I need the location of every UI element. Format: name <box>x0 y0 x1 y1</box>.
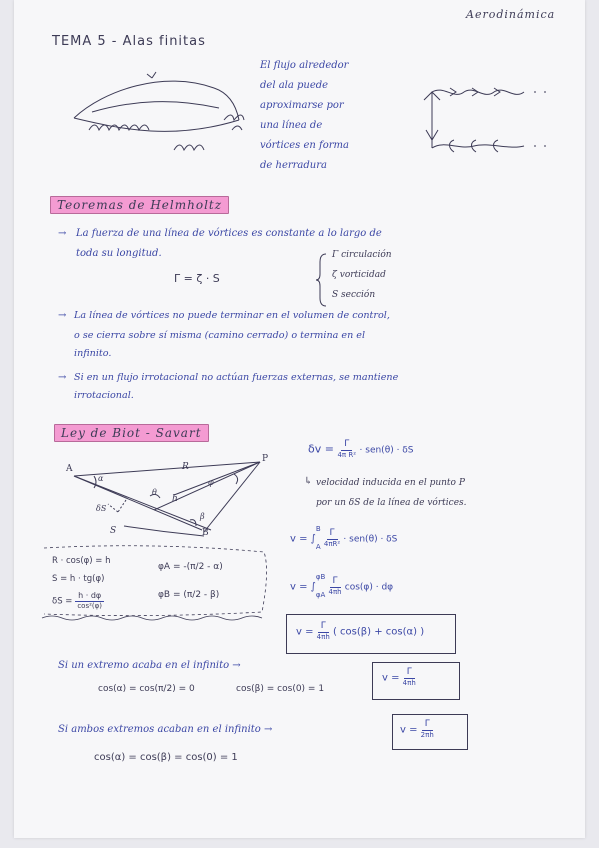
bullet-arrow: → <box>58 228 67 239</box>
intro-line: vórtices en forma <box>260 140 349 151</box>
res-post: ( cos(β) + cos(α) ) <box>332 626 425 638</box>
ds-den: cos²(φ) <box>77 602 102 610</box>
int2-post: cos(φ) · dφ <box>344 582 394 593</box>
ds-label: δS <box>96 504 107 513</box>
int1-pre: v = ∫ <box>290 533 316 545</box>
intro-line: de herradura <box>260 160 327 171</box>
case-1-eq-1: cos(α) = cos(π/2) = 0 <box>98 684 195 694</box>
legend-item: Γ circulación <box>332 250 392 260</box>
intro-line: aproximarse por <box>260 100 344 111</box>
int2-fraction <box>328 577 341 596</box>
int1-post: · sen(θ) · δS <box>343 534 398 545</box>
helmholtz-theorem-2: La línea de vórtices no puede terminar en el volumen de control, <box>74 310 390 321</box>
legend-item: S sección <box>332 290 376 300</box>
dv-lhs: δv = <box>308 442 334 456</box>
case2-res-pre: v = <box>400 724 418 736</box>
dv-note: velocidad inducida en el punto P <box>316 478 465 488</box>
int2-top: φB <box>315 573 326 581</box>
res-fraction <box>317 622 330 641</box>
course-header: Aerodinámica <box>466 8 556 21</box>
phi-b-relation: φB = (π/2 - β) <box>158 590 220 600</box>
helmholtz-theorem-2-cont: o se cierra sobre sí misma (camino cerrado) o termina en el <box>74 330 366 341</box>
note-arrow: ↳ <box>304 476 313 487</box>
theta-label: θ <box>152 488 157 497</box>
int1-top: B <box>315 525 321 533</box>
s-label: S <box>110 526 117 536</box>
integral-1 <box>290 526 397 551</box>
result-formula <box>296 622 424 641</box>
dv-den: 4π R² <box>337 451 357 459</box>
helmholtz-theorem-1: La fuerza de una línea de vórtices es constante a lo largo de <box>76 228 382 239</box>
point-p-label: P <box>262 454 269 464</box>
bullet-arrow: → <box>58 310 67 321</box>
int1-num: Γ <box>327 529 338 540</box>
helmholtz-theorem-3: Si en un flujo irrotacional no actúan fuerzas externas, se mantiene <box>74 372 399 383</box>
int2-num: Γ <box>330 577 341 588</box>
biot-savart-heading: Ley de Biot - Savart <box>54 424 209 442</box>
intro-line: del ala puede <box>260 80 329 91</box>
helmholtz-theorem-1-cont: toda su longitud. <box>76 248 162 259</box>
case-2-eq: cos(α) = cos(β) = cos(0) = 1 <box>94 752 238 763</box>
case2-res-fraction <box>421 720 434 739</box>
helmholtz-heading: Teoremas de Helmholtz <box>50 196 229 214</box>
int2-pre: v = ∫ <box>290 581 316 593</box>
case2-res-den: 2πh <box>420 731 434 739</box>
relation-1: R · cos(φ) = h <box>52 556 111 566</box>
circulation-formula: Γ = ζ · S <box>174 272 220 285</box>
case1-res-fraction <box>403 668 416 687</box>
helmholtz-theorem-2-cont: infinito. <box>74 348 112 359</box>
case-1-eq-2: cos(β) = cos(0) = 1 <box>236 684 325 694</box>
int1-fraction <box>324 529 340 548</box>
dv-note-cont: por un δS de la línea de vórtices. <box>316 498 467 508</box>
notebook-page <box>14 0 585 838</box>
int2-bot: φA <box>315 590 326 599</box>
case2-res-num: Γ <box>422 720 433 731</box>
case1-res-den: 4πh <box>402 679 416 687</box>
dv-num: Γ <box>341 440 352 451</box>
int2-den: 4πh <box>328 588 342 597</box>
int1-bot: A <box>315 542 321 551</box>
intro-line: una línea de <box>260 120 323 131</box>
relation-2: S = h · tg(φ) <box>52 574 105 584</box>
case1-res-pre: v = <box>382 672 400 684</box>
r-label: R <box>182 462 189 472</box>
bullet-arrow: → <box>58 372 67 383</box>
intro-line: El flujo alrededor <box>260 60 349 71</box>
ds-lhs: δS = <box>52 596 73 607</box>
res-pre: v = <box>296 626 314 638</box>
page-title: TEMA 5 - Alas finitas <box>52 34 206 49</box>
case1-res-num: Γ <box>404 668 415 679</box>
beta-label: β <box>200 512 205 521</box>
case-2-result <box>400 720 434 739</box>
alpha-label: α <box>98 474 104 483</box>
point-b-label: B <box>202 528 209 538</box>
helmholtz-theorem-3-cont: irrotacional. <box>74 390 134 401</box>
phi-a-relation: φA = -(π/2 - α) <box>158 562 223 572</box>
case-1-result <box>382 668 416 687</box>
legend-item: ζ vorticidad <box>332 270 386 280</box>
dv-rhs: · sen(θ) · δS <box>359 445 414 456</box>
case-2-text: Si ambos extremos acaban en el infinito → <box>58 724 273 735</box>
h-label: h <box>172 494 178 504</box>
int1-den: 4πR² <box>323 540 341 549</box>
point-a-label: A <box>66 464 73 474</box>
res-num: Γ <box>318 622 329 633</box>
res-den: 4πh <box>316 633 330 641</box>
integral-2 <box>290 574 393 599</box>
phi-label: φ <box>208 478 214 487</box>
case-1-text: Si un extremo acaba en el infinito → <box>58 660 241 671</box>
ds-num: h · dφ <box>75 592 104 602</box>
